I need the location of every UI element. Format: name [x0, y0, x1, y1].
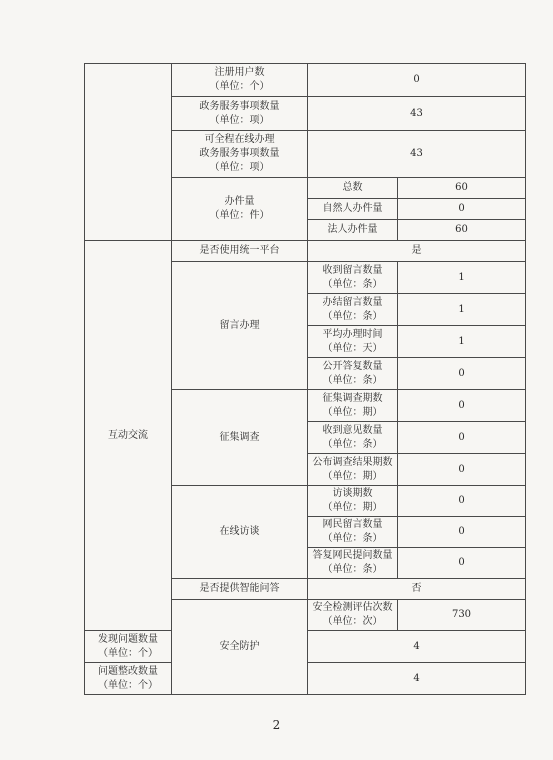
- sub-label-cell: [308, 390, 398, 422]
- volume-unit: （单位：件）: [209, 210, 270, 221]
- value-cell: 是: [308, 241, 526, 262]
- value-cell: 60: [398, 178, 526, 199]
- value-cell: 730: [398, 600, 526, 631]
- section-cell-blank: [85, 64, 172, 241]
- label-cell: [85, 663, 172, 695]
- sub-unit: （单位：天）: [322, 342, 383, 354]
- value-cell: 0: [398, 390, 526, 422]
- value-cell: 0: [398, 517, 526, 548]
- security-label: 发现问题数量: [98, 633, 158, 645]
- value-cell: 0: [398, 358, 526, 390]
- online-label-1: 可全程在线办理: [204, 134, 275, 145]
- sub-unit: （单位：期）: [322, 502, 383, 513]
- label-cell: [172, 178, 308, 241]
- value-cell: 1: [398, 262, 526, 294]
- users-label: 注册用户数: [214, 67, 265, 78]
- sub-label-cell: 总数: [308, 178, 398, 199]
- sub-label-cell: [308, 422, 398, 454]
- sub-label: 公布调查结果期数: [312, 456, 393, 468]
- volume-label: 办件量: [224, 196, 255, 207]
- sub-label: 征集调查期数: [322, 392, 383, 404]
- sub-unit: （单位：条）: [322, 438, 383, 450]
- value-cell: 4: [308, 663, 526, 695]
- sub-label-cell: [308, 358, 398, 390]
- sub-unit: （单位：条）: [322, 310, 383, 322]
- sub-label-cell: [308, 548, 398, 579]
- sub-label-cell: [308, 294, 398, 326]
- sub-unit: （单位：条）: [322, 374, 383, 386]
- sub-unit: （单位：条）: [322, 564, 383, 575]
- sub-label: 平均办理时间: [322, 328, 383, 340]
- value-cell: 0: [398, 454, 526, 486]
- group-label-cell: 在线访谈: [172, 486, 308, 579]
- users-unit: （单位：个）: [209, 81, 270, 92]
- sub-label: 收到意见数量: [322, 424, 383, 436]
- sub-label-cell: [308, 326, 398, 358]
- value-cell: 43: [308, 97, 526, 131]
- sub-label-cell: [308, 486, 398, 517]
- security-unit: （单位：个）: [98, 679, 158, 691]
- label-cell: [172, 131, 308, 178]
- value-cell: 0: [398, 199, 526, 220]
- online-label-2: 政务服务事项数量: [199, 148, 280, 159]
- value-cell: 0: [398, 548, 526, 579]
- label-cell: [172, 97, 308, 131]
- sub-label-cell: [308, 517, 398, 548]
- value-cell: 4: [308, 631, 526, 663]
- sub-label-cell: 法人办件量: [308, 220, 398, 241]
- value-cell: 0: [308, 64, 526, 97]
- sub-label-cell: [308, 454, 398, 486]
- sub-label: 收到留言数量: [322, 264, 383, 276]
- items-unit: （单位：项）: [209, 114, 270, 126]
- label-cell: 是否使用统一平台: [172, 241, 308, 262]
- label-cell: 是否提供智能问答: [172, 579, 308, 600]
- value-cell: 1: [398, 326, 526, 358]
- label-cell: [172, 64, 308, 97]
- value-cell: 0: [398, 422, 526, 454]
- sub-label-cell: 自然人办件量: [308, 199, 398, 220]
- group-label-cell: 征集调查: [172, 390, 308, 486]
- value-cell: 1: [398, 294, 526, 326]
- sub-label-cell: [308, 262, 398, 294]
- security-label: 问题整改数量: [98, 665, 158, 677]
- security-unit: （单位：次）: [322, 616, 383, 627]
- security-unit: （单位：个）: [98, 647, 158, 659]
- sub-unit: （单位：条）: [322, 278, 383, 290]
- sub-unit: （单位：期）: [322, 470, 383, 482]
- items-label: 政务服务事项数量: [199, 100, 280, 112]
- label-cell: [85, 631, 172, 663]
- online-unit: （单位：项）: [209, 162, 270, 173]
- value-cell: 43: [308, 131, 526, 178]
- security-label: 安全检测评估次数: [312, 602, 393, 613]
- table-row: [85, 241, 526, 262]
- group-label-cell: 留言办理: [172, 262, 308, 390]
- sub-label: 访谈期数: [332, 488, 373, 499]
- label-cell: [308, 600, 398, 631]
- statistics-table: [84, 63, 526, 695]
- sub-label: 公开答复数量: [322, 360, 383, 372]
- value-cell: 60: [398, 220, 526, 241]
- section-cell-security: 安全防护: [172, 600, 308, 695]
- section-cell-interaction: 互动交流: [85, 241, 172, 631]
- page-number: 2: [272, 718, 281, 732]
- value-cell: 否: [308, 579, 526, 600]
- sub-unit: （单位：条）: [322, 533, 383, 544]
- sub-label: 网民留言数量: [322, 519, 383, 530]
- table-row: [85, 64, 526, 97]
- sub-unit: （单位：期）: [322, 406, 383, 418]
- sub-label: 答复网民提问数量: [312, 550, 393, 561]
- value-cell: 0: [398, 486, 526, 517]
- sub-label: 办结留言数量: [322, 296, 383, 308]
